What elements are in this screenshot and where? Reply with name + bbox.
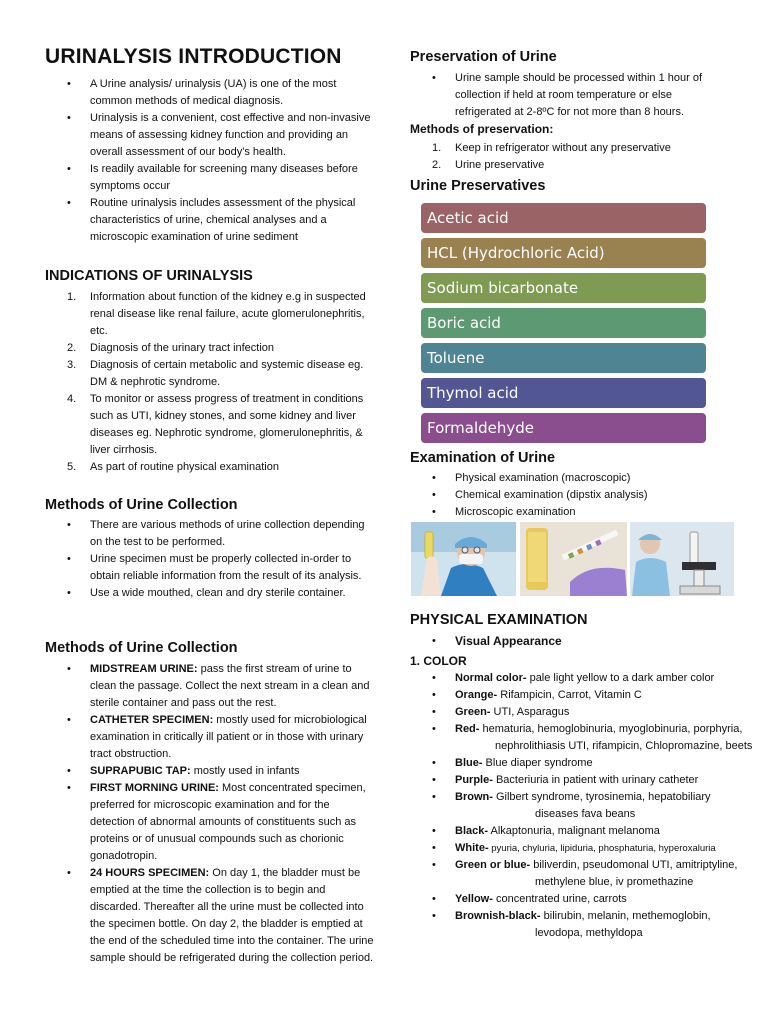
preservative-bar: HCL (Hydrochloric Acid)	[421, 238, 706, 268]
color-text-continued: levodopa, methyldopa	[535, 927, 643, 939]
list-item: • Routine urinalysis includes assessment of the physical characteristics of urine, chemical analyses and a microscopic examination of urine sediment	[45, 195, 375, 246]
item-text: Information about function of the kidney e.g in suspected renal disease like renal failure, acute glomerulonephritis, etc.	[90, 291, 366, 337]
color-heading: 1. COLOR	[410, 654, 467, 668]
list-item	[45, 391, 375, 459]
methods-list	[410, 140, 730, 174]
methods-heading: Methods of preservation:	[410, 122, 554, 136]
collection-list-2	[45, 661, 375, 967]
item-text: pass the first stream of urine to clean the passage. Collect the next stream in a clean and sterile container and pass out the rest.	[90, 663, 370, 709]
preservative-bar: Thymol acid	[421, 378, 706, 408]
list-item	[410, 908, 755, 942]
color-text: concentrated urine, carrots	[492, 893, 627, 905]
list-item	[410, 857, 755, 891]
item-text: mostly used for microbiological examination in critically ill patient or in those with urinary tract obstruction.	[90, 714, 367, 760]
color-text-continued: diseases fava beans	[535, 808, 636, 820]
list-item: • Use a wide mouthed, clean and dry sterile container.	[45, 585, 375, 602]
color-term: Red-	[455, 723, 480, 735]
color-term: Green or blue-	[455, 859, 531, 871]
color-term: Normal color-	[455, 672, 527, 684]
indications-list	[45, 289, 375, 476]
list-item: • Urine specimen must be properly collected in-order to obtain reliable information from the result of its analysis.	[45, 551, 375, 585]
list-item	[410, 140, 730, 157]
color-term: Yellow-	[455, 893, 493, 905]
list-item: • A Urine analysis/ urinalysis (UA) is one of the most common methods of medical diagnosis.	[45, 76, 375, 110]
preservative-bar: Formaldehyde	[421, 413, 706, 443]
item-text: mostly used in infants	[190, 765, 300, 777]
color-text: biliverdin, pseudomonal UTI, amitriptyline,	[530, 859, 738, 871]
item-text: To monitor or assess progress of treatment in conditions such as UTI, kidney stones, and some kidney and liver diseases eg. Nephrotic syndrome, glomerulonephritis, & liver cirrhosis.	[90, 393, 364, 456]
exam-list	[410, 470, 730, 521]
color-term: Orange-	[455, 689, 498, 701]
list-item	[45, 780, 375, 865]
list-item	[45, 357, 375, 391]
examination-heading: Examination of Urine	[410, 450, 556, 466]
list-item	[45, 661, 375, 712]
dipstick-photo	[520, 522, 627, 596]
collection-heading-2: Methods of Urine Collection	[45, 640, 238, 656]
item-text: Keep in refrigerator without any preservative	[455, 142, 671, 154]
item-text: Urine preservative	[455, 159, 545, 171]
doctor-photo	[411, 522, 516, 596]
item-term: CATHETER SPECIMEN:	[90, 714, 214, 726]
item-number: 3.	[67, 359, 77, 371]
color-term: Black-	[455, 825, 489, 837]
item-number: 5.	[67, 461, 77, 473]
preservative-bar: Acetic acid	[421, 203, 706, 233]
item-text: Diagnosis of the urinary tract infection	[90, 342, 275, 354]
list-item	[410, 772, 755, 789]
list-item: • Physical examination (macroscopic)	[410, 470, 730, 487]
item-number: 2.	[67, 342, 77, 354]
list-item	[410, 823, 755, 840]
item-text: Diagnosis of certain metabolic and systemic disease eg. DM & nephrotic syndrome.	[90, 359, 364, 388]
list-item	[410, 157, 730, 174]
color-text: pyuria, chyluria, lipiduria, phosphaturia, hyperoxaluria	[488, 843, 716, 854]
collection-heading-1: Methods of Urine Collection	[45, 497, 238, 513]
color-text: Rifampicin, Carrot, Vitamin C	[497, 689, 642, 701]
physical-exam-heading: PHYSICAL EXAMINATION	[410, 612, 588, 628]
list-item: • Urine sample should be processed within 1 hour of collection if held at room temperature or else refrigerated at 2-8ºC for not more than 8 hours.	[410, 70, 730, 121]
color-text: hematuria, hemoglobinuria, myoglobinuria, porphyria,	[479, 723, 743, 735]
list-item	[45, 763, 375, 780]
item-number: 1.	[432, 142, 442, 154]
color-term: Purple-	[455, 774, 493, 786]
item-number: 4.	[67, 393, 77, 405]
list-item	[410, 840, 755, 857]
color-list	[410, 670, 755, 942]
list-item	[45, 289, 375, 340]
item-term: SUPRAPUBIC TAP:	[90, 765, 191, 777]
item-term: FIRST MORNING URINE:	[90, 782, 219, 794]
preservative-bar: Sodium bicarbonate	[421, 273, 706, 303]
color-text: Bacteriuria in patient with urinary catheter	[492, 774, 699, 786]
item-text: As part of routine physical examination	[90, 461, 279, 473]
preservation-heading: Preservation of Urine	[410, 49, 557, 65]
list-item	[410, 721, 755, 755]
preservative-bar: Toluene	[421, 343, 706, 373]
color-text: UTI, Asparagus	[490, 706, 570, 718]
list-item	[410, 789, 755, 823]
intro-list	[45, 76, 375, 246]
color-term: Blue-	[455, 757, 483, 769]
list-item: • There are various methods of urine collection depending on the test to be performed.	[45, 517, 375, 551]
item-text: On day 1, the bladder must be emptied at the time the collection is to begin and discarded. Thereafter all the urine must be collected into the specimen bottle. On day 2, the bladder is emptied at the end of the scheduled time into the container. The urine sample should be refrigerated during the collection period.	[90, 867, 374, 964]
list-item	[45, 459, 375, 476]
color-term: Brown-	[455, 791, 493, 803]
list-item: • Chemical examination (dipstix analysis)	[410, 487, 730, 504]
color-term: Green-	[455, 706, 491, 718]
microscope-photo	[630, 522, 734, 596]
preservative-bar: Boric acid	[421, 308, 706, 338]
item-number: 2.	[432, 159, 442, 171]
visual-appearance-list	[410, 633, 730, 650]
list-item	[410, 704, 755, 721]
item-text: Most concentrated specimen, preferred for microscopic examination and for the detection of abnormal amounts of constituents such as proteins or of unusual compounds such as chorionic gonadotropin.	[90, 782, 366, 862]
list-item	[410, 687, 755, 704]
item-number: 1.	[67, 291, 77, 303]
list-item	[410, 891, 755, 908]
color-text: pale light yellow to a dark amber color	[526, 672, 715, 684]
color-text: Gilbert syndrome, tyrosinemia, hepatobiliary	[492, 791, 711, 803]
color-text-continued: methylene blue, iv promethazine	[535, 876, 694, 888]
list-item	[410, 670, 755, 687]
item-term: 24 HOURS SPECIMEN:	[90, 867, 210, 879]
list-item	[45, 712, 375, 763]
list-item: • Urinalysis is a convenient, cost effective and non-invasive means of assessing kidney function and providing an overall assessment of our body's health.	[45, 110, 375, 161]
collection-list-1	[45, 517, 375, 602]
indications-heading: INDICATIONS OF URINALYSIS	[45, 268, 253, 284]
color-text: Blue diaper syndrome	[482, 757, 593, 769]
color-term: Brownish-black-	[455, 910, 541, 922]
list-item: • Is readily available for screening many diseases before symptoms occur	[45, 161, 375, 195]
color-text: bilirubin, melanin, methemoglobin,	[540, 910, 711, 922]
list-item: • Visual Appearance	[410, 633, 730, 650]
color-text: Alkaptonuria, malignant melanoma	[488, 825, 660, 837]
color-text-continued: nephrolithiasis UTI, rifampicin, Chlopromazine, beets	[495, 740, 753, 752]
list-item	[45, 340, 375, 357]
page-title: URINALYSIS INTRODUCTION	[45, 45, 342, 68]
list-item	[45, 865, 375, 967]
preservation-list	[410, 70, 730, 121]
list-item: • Microscopic examination	[410, 504, 730, 521]
item-term: MIDSTREAM URINE:	[90, 663, 198, 675]
list-item	[410, 755, 755, 772]
preservatives-heading: Urine Preservatives	[410, 178, 546, 194]
color-term: White-	[455, 842, 489, 854]
